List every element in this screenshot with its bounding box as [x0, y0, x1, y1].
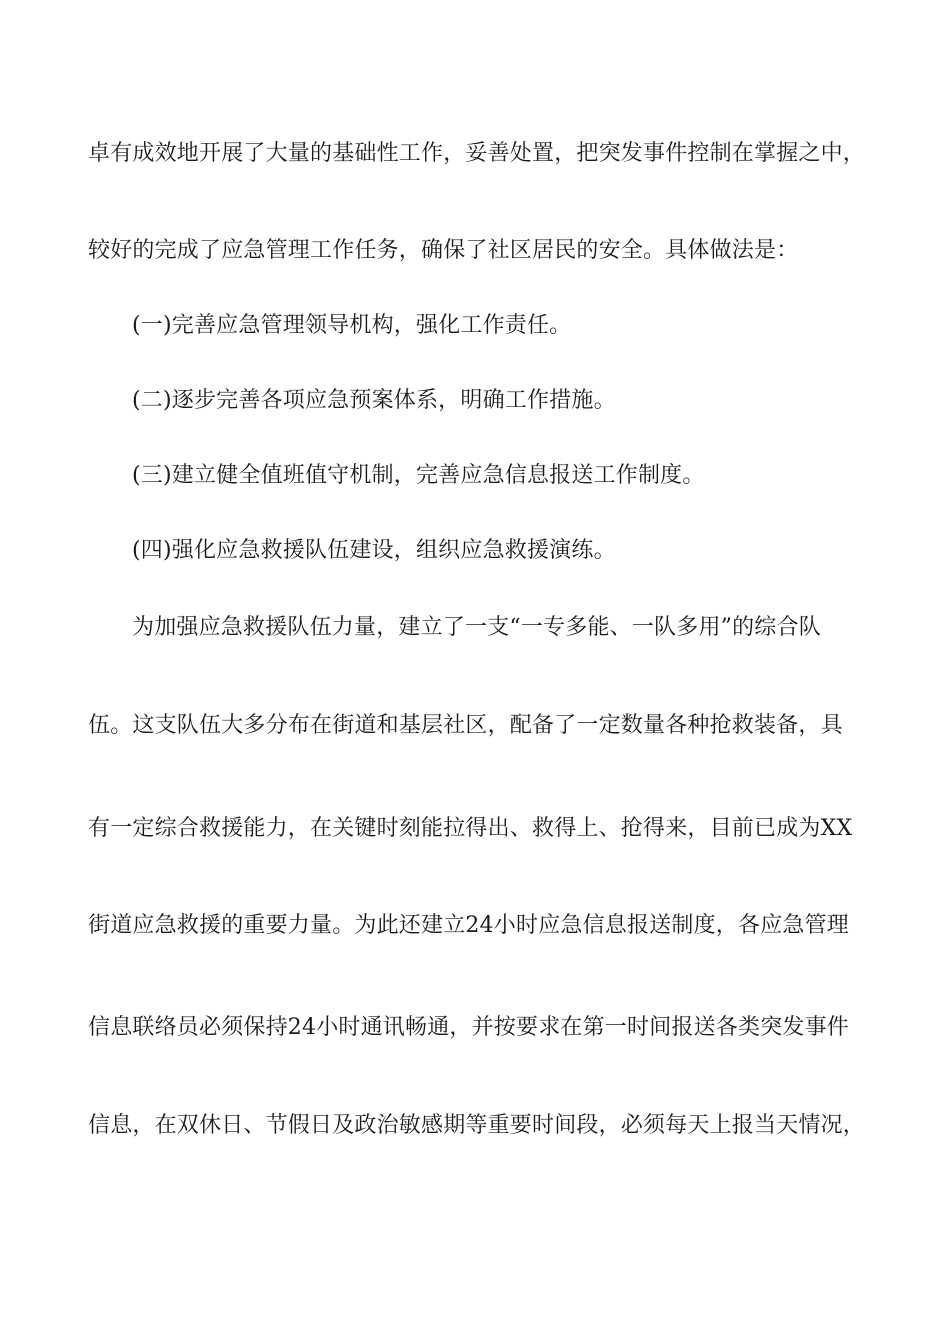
list-item: (三)建立健全值班值守机制，完善应急信息报送工作制度。	[132, 463, 705, 488]
list-item: (一)完善应急管理领导机构，强化工作责任。	[132, 313, 572, 338]
text-line: 街道应急救援的重要力量。为此还建立24小时应急信息报送制度，各应急管理	[88, 913, 849, 938]
text-line: 信息联络员必须保持24小时通讯畅通，并按要求在第一时间报送各类突发事件	[88, 1015, 849, 1040]
text-line: 伍。这支队伍大多分布在街道和基层社区，配备了一定数量各种抢救装备，具	[88, 713, 843, 738]
list-item: (二)逐步完善各项应急预案体系，明确工作措施。	[132, 388, 616, 413]
text-line: 信息，在双休日、节假日及政治敏感期等重要时间段，必须每天上报当天情况，	[88, 1113, 866, 1138]
paragraph-first-line: 为加强应急救援队伍力量，建立了一支“一专多能、一队多用”的综合队	[132, 615, 821, 640]
text-line: 有一定综合救援能力，在关键时刻能拉得出、救得上、抢得来，目前已成为XX	[88, 816, 853, 841]
list-item: (四)强化应急救援队伍建设，组织应急救援演练。	[132, 538, 616, 563]
text-line: 较好的完成了应急管理工作任务，确保了社区居民的安全。具体做法是：	[88, 238, 799, 263]
text-line: 卓有成效地开展了大量的基础性工作，妥善处置，把突发事件控制在掌握之中，	[88, 141, 866, 166]
